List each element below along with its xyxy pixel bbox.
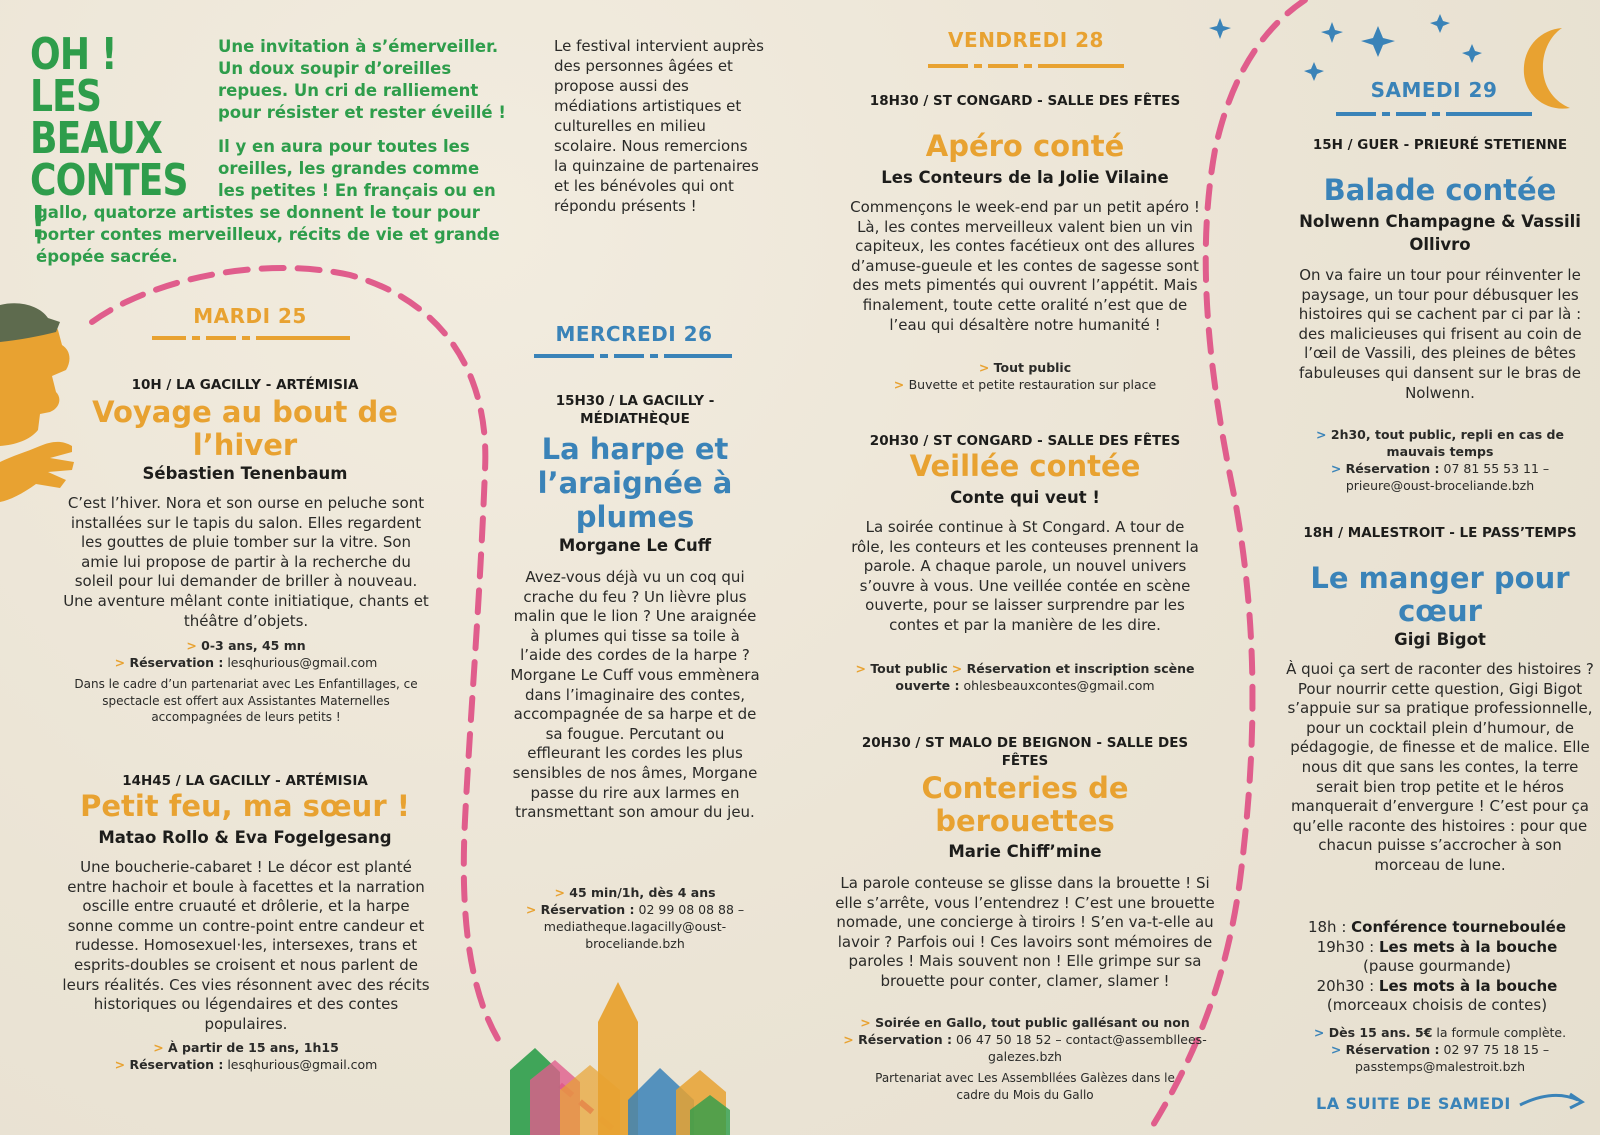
event-schedule [1282,918,1592,1016]
night-sky-icon [1209,14,1482,81]
event-title: Conteries de berouettes [921,771,1129,838]
event-description: La soirée continue à St Congard. A tour de rôle, les conteurs et les conteuses prennent la parole. A chaque parole, un nouvel univers s’ouvre à vous. Une veillée contée en scène ouverte, pour se laisser surprendre par les contes et par la manière de les dire. [851,518,1199,634]
day-underline-mercredi [534,354,732,358]
event-title: Apéro conté [925,129,1125,163]
event-title: La harpe et l’araignée à plumes [537,432,733,534]
intro-paragraph-part2: gallo, quatorze artistes se donnent le tour pour porter contes merveilleux, récits de vie et grande épopée sacrée. [36,203,500,266]
day-heading-mercredi: MERCREDI 26 [555,322,713,346]
event-reservation: > Réservation : lesqhurious@gmail.com [114,655,378,670]
event-description: Avez-vous déjà vu un coq qui crache du feu ? Un lièvre plus malin que le lion ? Une araignée à plumes qui tisse sa toile à l’aide des cordes de la harpe ? Morgane Le Cuff vous emmènera dans l’imaginaire des contes, accompagnée de sa harpe et de sa fougue. Percutant ou effleurant les cordes les plus sensibles de nos âmes, Morgane passe du rire aux larmes en transmettant son amour du jeu. [510,568,760,822]
continued-link[interactable]: LA SUITE DE SAMEDI [1316,1094,1511,1113]
schedule-item-note: (pause gourmande) [1363,957,1511,976]
event-extra-info: > Buvette et petite restauration sur place [893,377,1157,392]
event-partnership-note: Dans le cadre d’un partenariat avec Les Enfantillages, ce spectacle est offert aux Assistantes Maternelles accompagnées de leurs petits ! [74,677,418,724]
event-artist: Matao Rollo & Eva Fogelgesang [98,828,392,847]
event-artist: Sébastien Tenenbaum [142,464,348,483]
event-audience-reservation: > Tout public > Réservation et inscription scène ouverte : ohlesbeauxcontes@gmail.com [855,661,1195,693]
event-time-place: 15H30 / LA GACILLY - MÉDIATHÈQUE [555,393,715,427]
schedule-item: 19h30 : Les mets à la bouche [1316,937,1558,956]
event-artist: Marie Chiff’mine [948,842,1102,861]
event-description: Commençons le week-end par un petit apéro ! Là, les contes merveilleux valent bien un vin capiteux, les contes facétieux ont des allures d’amuse-gueule et les contes de sagesse sont des mets pimentés qui ouvrent l’appétit. Mais finalement, toute cette oralité n’est que de l’eau qui désaltère notre humanité ! [850,198,1200,334]
schedule-item-note: (morceaux choisis de contes) [1326,996,1548,1015]
event-description: À quoi ça sert de raconter des histoires ? Pour nourrir cette question, Gigi Bigot s’appuie sur sa pratique professionnelle, pour un cocktail plein d’humour, de pédagogie, de finesse et de malice. Elle nous dit que sans les contes, la terre serait bien trop petite et le héros manquerait d’envergure ! C’est pour ça qu’elle raconte des histoires : pour que chacun puisse s’accrocher à son morceau de lune. [1286,660,1594,874]
schedule-item: 20h30 : Les mots à la bouche [1316,976,1558,995]
event-time-place: 10H / LA GACILLY - ARTÉMISIA [131,377,359,393]
event-reservation: > Réservation : 06 47 50 18 52 – contact@assembllees-galezes.bzh [843,1032,1207,1064]
event-artist: Morgane Le Cuff [558,536,712,555]
festival-logo: OH ! LES BEAUX CONTES ! [30,29,188,248]
day-heading-samedi: SAMEDI 29 [1370,78,1498,102]
day-underline-vendredi [928,64,1124,68]
event-artist: Gigi Bigot [1394,630,1486,649]
event-description: On va faire un tour pour réinventer le paysage, un tour pour débusquer les histoires qui se cachent par ci par là : des malicieuses qui frisent au coin de l’œil de Vassili, des pleines de bêtes fabuleuses qui dansent sur le bras de Nolwenn. [1298,266,1582,402]
schedule-item: 18h : Conférence tourneboulée [1307,918,1567,936]
event-reservation: > Réservation : 07 81 55 53 11 – prieure@oust-broceliande.bzh [1330,461,1550,493]
arrow-icon [1520,1095,1578,1105]
event-reservation: > Réservation : lesqhurious@gmail.com [114,1057,378,1072]
day-underline-mardi [152,336,350,340]
event-audience: > Soirée en Gallo, tout public gallésant ou non [860,1015,1190,1030]
event-time-place: 14H45 / LA GACILLY - ARTÉMISIA [122,773,368,789]
event-reservation: > Réservation : 02 97 75 18 15 – passtemps@malestroit.bzh [1330,1042,1550,1074]
event-audience: > 0-3 ans, 45 mn [186,638,306,653]
event-title: Voyage au bout de l’hiver [92,395,398,462]
intro-tagline: Une invitation à s’émerveiller. Un doux soupir d’oreilles repues. Un cri de ralliement pour résister et rester éveillé ! [218,37,506,122]
event-time-place: 18H / MALESTROIT - LE PASS’TEMPS [1303,525,1577,541]
event-title: Veillée contée [909,449,1141,483]
event-price: > Dès 15 ans. 5€ la formule complète. [1313,1025,1567,1040]
event-title: Le manger pour cœur [1310,561,1570,628]
event-artist: Les Conteurs de la Jolie Vilaine [881,168,1169,187]
day-underline-samedi [1336,112,1532,116]
event-reservation: > Réservation : 02 99 08 08 88 – mediatheque.lagacilly@oust-broceliande.bzh [525,902,745,951]
event-audience: > 2h30, tout public, repli en cas de mauvais temps [1316,427,1564,459]
event-title: Balade contée [1323,173,1557,207]
event-time-place: 15H / GUER - PRIEURÉ STETIENNE [1312,137,1568,153]
day-heading-mardi: MARDI 25 [193,304,307,328]
event-time-place: 18H30 / ST CONGARD - SALLE DES FÊTES [869,93,1181,109]
event-description: C’est l’hiver. Nora et son ourse en peluche sont installées sur le tapis du salon. Elles regardent les gouttes de pluie tomber sur la vitre. Son amie lui propose de partir à la recherche du soleil pour lui demander de briller à nouveau. Une aventure mêlant conte initiatique, chants et théâtre d’objets. [63,494,429,630]
event-audience: > 45 min/1h, dès 4 ans [554,885,716,900]
intro-paragraph-part1: Il y en aura pour toutes les oreilles, les grandes comme les petites ! En français ou en [218,137,496,200]
festival-mediation-text: Le festival intervient auprès des personnes âgées et propose aussi des médiations artistiques et culturelles en milieu scolaire. Nous remercions la quinzaine de partenaires et les bénévoles qui ont répondu présents ! [554,37,764,215]
event-artist: Conte qui veut ! [950,488,1100,507]
event-description: La parole conteuse se glisse dans la brouette ! Si elle s’arrête, vous l’entendrez ! C’est une brouette nomade, une concierge à tiroirs ! S’en va-t-elle au lavoir ? Parfois oui ! Ces lavoirs sont mémoires de paroles ! Mais souvent non ! Elle grimpe sur sa brouette pour conter, clamer, slamer ! [835,874,1215,990]
event-time-place: 20H30 / ST CONGARD - SALLE DES FÊTES [869,433,1181,449]
event-audience: > Tout public [978,360,1072,375]
event-partnership-note: Partenariat avec Les Assembllées Galèzes dans le cadre du Mois du Gallo [875,1071,1175,1102]
day-heading-vendredi: VENDREDI 28 [948,28,1104,52]
event-title: Petit feu, ma sœur ! [80,789,410,823]
event-time-place: 20H30 / ST MALO DE BEIGNON - SALLE DES FÊTES [861,735,1189,769]
event-artist: Nolwenn Champagne & Vassili Ollivro [1299,212,1581,254]
village-illustration-icon [510,982,730,1135]
event-description: Une boucherie-cabaret ! Le décor est planté entre hachoir et boule à facettes et la narration oscille entre cruauté et drôlerie, et la harpe sonne comme un contre-point entre candeur et rudesse. Homosexuel·les, intersexes, trans et esprits-doubles se croisent et nous parlent de leurs réalités. Ces vies résonnent avec des récits historiques ou légendaires et des contes populaires. [62,858,430,1033]
event-audience: > À partir de 15 ans, 1h15 [153,1040,339,1055]
